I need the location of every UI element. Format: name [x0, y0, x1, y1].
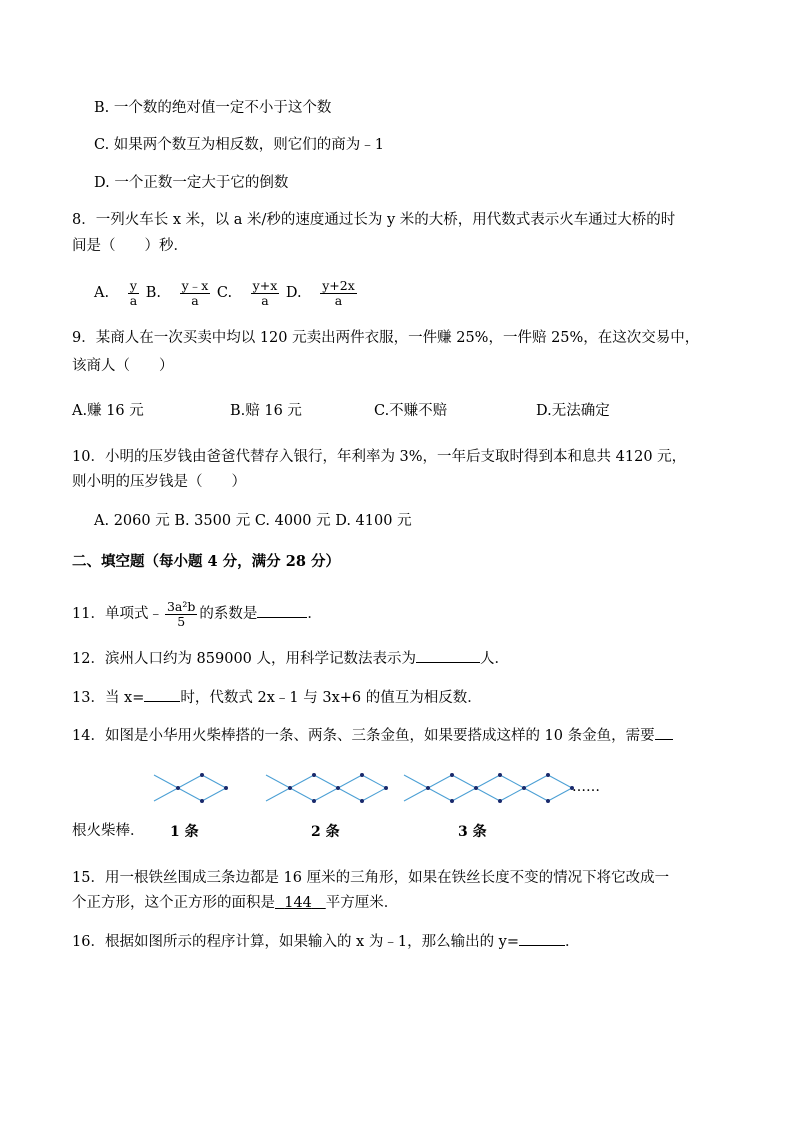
match-head [336, 786, 340, 790]
q14-stem-line2: 根火柴棒． [72, 823, 145, 839]
matchstick [428, 775, 452, 788]
q8-option-d-fraction [320, 279, 357, 308]
q8-option-b-numerator: y﹣x [181, 277, 209, 293]
q8-option-d-label: D. [285, 285, 302, 301]
matchstick [476, 775, 500, 788]
q15-stem-line2 [72, 893, 398, 913]
q10-stem-line2: 则小明的压岁钱是（ ） [72, 474, 246, 490]
matchstick [266, 788, 290, 801]
matchstick [154, 788, 178, 801]
matchstick [154, 775, 178, 788]
q11-prefix: 11．单项式﹣ [72, 606, 163, 622]
q11-end: ． [307, 606, 322, 622]
q10-option-d: D. 4100 元 [335, 513, 412, 529]
matchstick [338, 788, 362, 801]
q11-answer-blank[interactable] [257, 603, 307, 618]
matchstick [452, 788, 476, 801]
q8-option-a-numerator: y [129, 277, 137, 293]
q10-option-b: B. 3500 元 [174, 513, 251, 529]
matchstick [362, 775, 386, 788]
matchstick [548, 788, 572, 801]
q8-option-a-denominator: a [129, 292, 138, 308]
fish-label-1: 1 条 [170, 824, 199, 840]
matchstick [404, 788, 428, 801]
fish-label-3: 3 条 [458, 824, 487, 840]
q8-options [94, 274, 359, 312]
matchstick [524, 775, 548, 788]
q15-answer-value: 144 [284, 895, 312, 911]
matchstick [476, 788, 500, 801]
matchstick [428, 788, 452, 801]
q8-stem-line2: 间是（ ）秒． [72, 238, 188, 254]
q13-answer-blank[interactable] [144, 687, 180, 702]
matchstick [178, 788, 202, 801]
q8-option-c-denominator: a [251, 293, 280, 308]
matchstick [202, 775, 226, 788]
q12-answer-blank[interactable] [416, 648, 480, 663]
matchstick [452, 775, 476, 788]
q7-option-d: D. 一个正数一定大于它的倒数 [94, 175, 289, 191]
match-head [546, 799, 550, 803]
matchstick [338, 775, 362, 788]
q8-option-b-denominator: a [180, 293, 211, 308]
match-head [498, 799, 502, 803]
q10-option-a: A. 2060 元 [94, 513, 170, 529]
match-head [224, 786, 228, 790]
match-head [546, 773, 550, 777]
q8-option-c-numerator: y+x [252, 277, 278, 293]
matchstick [548, 775, 572, 788]
matchstick [202, 788, 226, 801]
q11-fraction [165, 600, 197, 629]
fish-label-2: 2 条 [311, 824, 340, 840]
q9-stem-line2: 该商人（ ） [72, 358, 174, 374]
match-head [522, 786, 526, 790]
match-head [426, 786, 430, 790]
match-head [498, 773, 502, 777]
q10-options [94, 511, 412, 531]
match-head [474, 786, 478, 790]
matchstick [178, 775, 202, 788]
q9-option-a: A.赚 16 元 [72, 403, 144, 419]
fish-dots [176, 773, 574, 803]
q11 [72, 594, 322, 634]
q14-answer-blank[interactable] [655, 725, 673, 740]
match-head [360, 799, 364, 803]
fish-lines [154, 775, 572, 801]
q8-option-d-denominator: a [320, 293, 357, 308]
section-title: 二、填空题（每小题 4 分，满分 28 分） [72, 553, 340, 570]
match-head [312, 799, 316, 803]
q12-suffix: 人． [480, 651, 510, 667]
matchstick [500, 775, 524, 788]
q16-prefix: 16．根据如图所示的程序计算，如果输入的 x 为﹣1，那么输出的 y= [72, 934, 520, 950]
q8-option-c-label: C. [216, 285, 233, 301]
match-head [312, 773, 316, 777]
q11-suffix: 的系数是 [199, 606, 258, 622]
matchstick [290, 788, 314, 801]
match-head [176, 786, 180, 790]
q9-option-d: D.无法确定 [536, 403, 610, 419]
q16-suffix: ． [565, 934, 580, 950]
q16-answer-blank[interactable] [519, 931, 565, 946]
q15-stem-line1: 15．用一根铁丝围成三条边都是 16 厘米的三角形，如果在铁丝长度不变的情况下将它改成一 [72, 870, 670, 886]
q10-stem-line1: 10．小明的压岁钱由爸爸代替存入银行，年利率为 3%，一年后支取时得到本和息共 4120 元， [72, 449, 687, 465]
q16 [72, 931, 580, 952]
fish-figure [150, 755, 610, 835]
q13-suffix: 时，代数式 2x﹣1 与 3x+6 的值互为相反数． [180, 690, 482, 706]
match-head [200, 799, 204, 803]
match-head [384, 786, 388, 790]
matchstick [266, 775, 290, 788]
q11-numerator: 3a²b [166, 598, 196, 614]
q12-prefix: 12．滨州人口约为 859000 人，用科学记数法表示为 [72, 651, 417, 667]
q8-option-d-numerator: y+2x [322, 277, 355, 293]
q10-option-c: C. 4000 元 [254, 513, 331, 529]
q11-denominator: 5 [165, 614, 197, 629]
matchstick [314, 788, 338, 801]
matchstick [524, 788, 548, 801]
matchstick [500, 788, 524, 801]
match-head [450, 799, 454, 803]
q15-prefix: 个正方形，这个正方形的面积是 [72, 895, 275, 911]
q13 [72, 687, 482, 708]
fish-ellipsis: …… [572, 779, 600, 795]
q9-option-c: C.不赚不赔 [374, 403, 448, 419]
match-head [288, 786, 292, 790]
q14-stem-text: 14．如图是小华用火柴棒搭的一条、两条、三条金鱼，如果要搭成这样的 10 条金鱼，需要 [72, 728, 655, 744]
matchstick [404, 775, 428, 788]
match-head [450, 773, 454, 777]
q8-option-a-fraction [128, 279, 139, 308]
match-head [200, 773, 204, 777]
q7-option-b: B. 一个数的绝对值一定不小于这个数 [94, 100, 332, 116]
match-head [360, 773, 364, 777]
q14-stem-line1 [72, 725, 673, 746]
matchstick [314, 775, 338, 788]
q8-option-b-fraction [180, 279, 211, 308]
q8-option-a-label: A. [94, 285, 110, 301]
q13-prefix: 13．当 x= [72, 690, 145, 706]
q9-stem-line1: 9．某商人在一次买卖中均以 120 元卖出两件衣服，一件赚 25%，一件赔 25%，在这次交易中， [72, 330, 700, 346]
q8-option-c-fraction [251, 279, 280, 308]
q15-answer [275, 895, 326, 911]
q12 [72, 648, 509, 669]
q8-stem-line1: 8．一列火车长 x 米，以 a 米/秒的速度通过长为 y 米的大桥，用代数式表示火车通过大桥的时 [72, 212, 676, 228]
q15-suffix: 平方厘米． [325, 895, 399, 911]
q7-option-c: C. 如果两个数互为相反数，则它们的商为﹣1 [94, 137, 385, 153]
q9-option-b: B.赔 16 元 [230, 403, 302, 419]
q8-option-b-label: B. [145, 285, 162, 301]
matchstick [290, 775, 314, 788]
matchstick [362, 788, 386, 801]
